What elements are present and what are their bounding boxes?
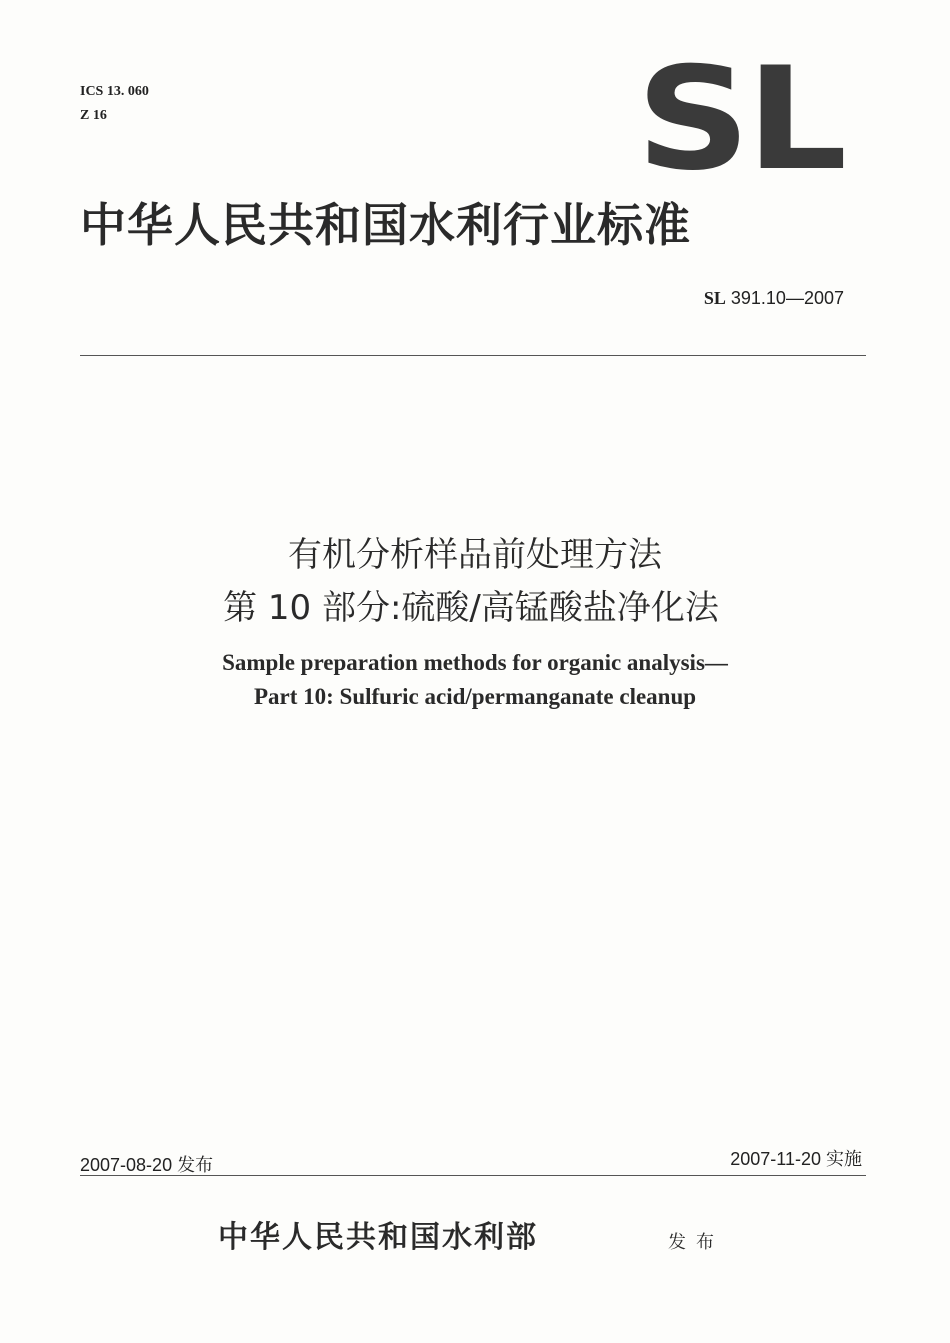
standard-title: 中华人民共和国水利行业标准 <box>80 198 691 252</box>
implementation-date <box>730 1145 862 1171</box>
standard-number <box>704 288 844 309</box>
standard-number-value: 391.10—2007 <box>730 288 844 308</box>
english-title-line1: Sample preparation methods for organic analysis— <box>222 650 728 675</box>
implementation-label: 实施 <box>826 1149 862 1169</box>
issue-date <box>80 1151 213 1177</box>
sl-logo: SL <box>636 37 843 202</box>
issue-label: 发布 <box>177 1155 214 1175</box>
top-divider <box>80 355 866 356</box>
chinese-title-line2: 第 10 部分:硫酸/高锰酸盐净化法 <box>223 588 719 628</box>
ccs-code: Z 16 <box>80 108 107 123</box>
classification-codes <box>80 80 149 128</box>
bottom-divider <box>80 1175 866 1176</box>
issue-date-value: 2007-08-20 <box>80 1155 173 1175</box>
standard-code: SL <box>703 288 726 308</box>
chinese-title-line1: 有机分析样品前处理方法 <box>288 535 662 575</box>
implementation-date-value: 2007-11-20 <box>730 1149 821 1169</box>
ics-code: ICS 13. 060 <box>80 84 149 99</box>
publisher-name: 中华人民共和国水利部 <box>218 1220 538 1255</box>
english-title-line2: Part 10: Sulfuric acid/permanganate cleanup <box>253 684 697 709</box>
publisher-action: 发布 <box>668 1232 724 1253</box>
